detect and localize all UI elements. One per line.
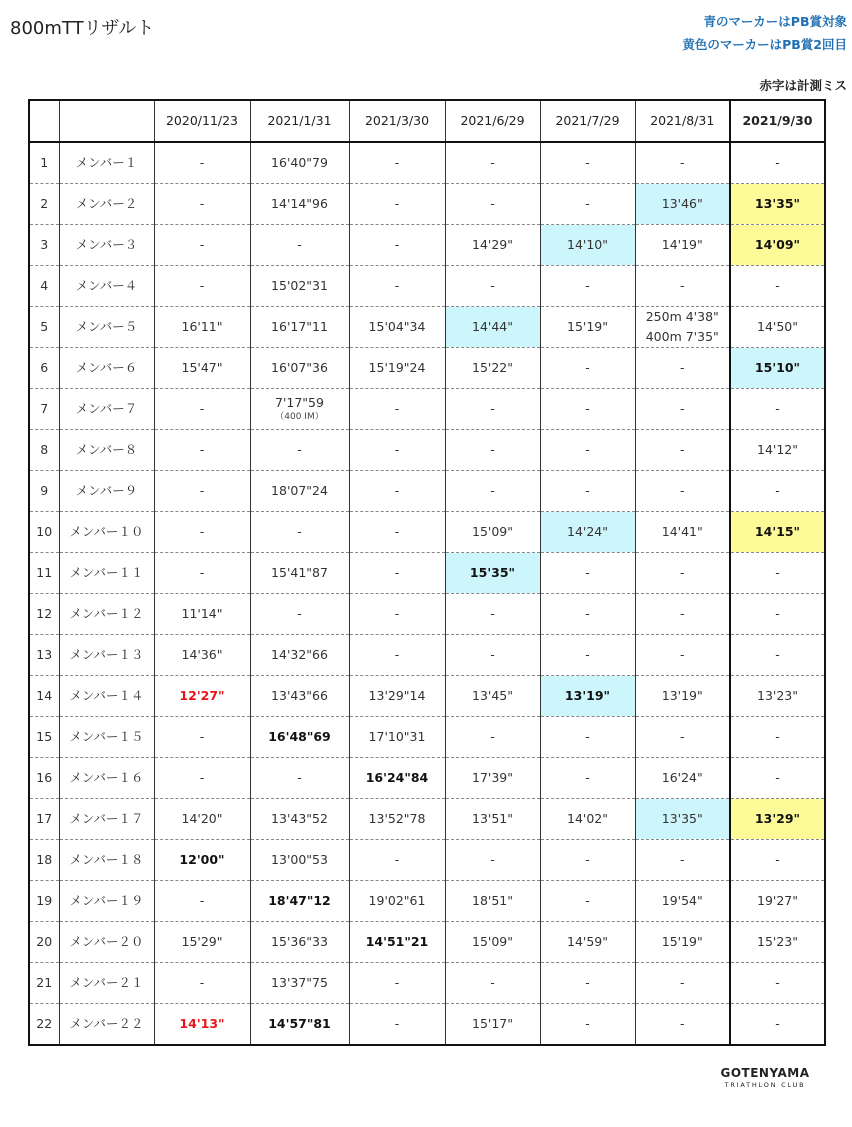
club-logo [720, 1066, 810, 1089]
result-cell: 15'29" [154, 922, 250, 963]
result-cell: 13'29"14 [349, 676, 445, 717]
result-cell: 14'12" [730, 430, 825, 471]
result-cell: 14'14"96 [250, 184, 349, 225]
result-cell: - [154, 225, 250, 266]
result-cell: 14'15" [730, 512, 825, 553]
result-cell: - [730, 1004, 825, 1046]
result-cell: 13'45" [445, 676, 540, 717]
result-cell: 13'46" [635, 184, 730, 225]
result-cell: 13'51" [445, 799, 540, 840]
result-cell: - [540, 758, 635, 799]
result-cell: - [730, 553, 825, 594]
member-name-cell: メンバー８ [59, 430, 154, 471]
result-cell: 14'20" [154, 799, 250, 840]
result-cell: - [730, 635, 825, 676]
result-cell: - [730, 840, 825, 881]
result-value: 250m 4'38" [645, 309, 719, 325]
result-cell: - [154, 389, 250, 430]
result-cell: - [635, 1004, 730, 1046]
row-number-cell: 4 [29, 266, 59, 307]
member-name-cell: メンバー１１ [59, 553, 154, 594]
result-cell: 15'02"31 [250, 266, 349, 307]
result-cell: - [154, 430, 250, 471]
member-name-cell: メンバー２１ [59, 963, 154, 1004]
result-cell: - [250, 594, 349, 635]
result-cell: 14'44" [445, 307, 540, 348]
result-cell: 15'47" [154, 348, 250, 389]
row-number-cell: 20 [29, 922, 59, 963]
result-cell: 12'00" [154, 840, 250, 881]
result-cell: - [540, 881, 635, 922]
member-name-cell: メンバー７ [59, 389, 154, 430]
row-number-cell: 8 [29, 430, 59, 471]
result-cell: 13'35" [635, 799, 730, 840]
member-name-cell: メンバー１７ [59, 799, 154, 840]
result-cell: - [635, 471, 730, 512]
result-cell: - [730, 471, 825, 512]
row-number-cell: 22 [29, 1004, 59, 1046]
result-cell: - [730, 717, 825, 758]
result-cell: - [250, 430, 349, 471]
result-cell: 15'10" [730, 348, 825, 389]
member-name-cell: メンバー９ [59, 471, 154, 512]
table-row [29, 717, 825, 758]
result-cell: - [635, 635, 730, 676]
result-cell: 15'04"34 [349, 307, 445, 348]
result-cell: 14'10" [540, 225, 635, 266]
result-cell: 14'57"81 [250, 1004, 349, 1046]
result-cell: 13'29" [730, 799, 825, 840]
result-cell: 16'24" [635, 758, 730, 799]
header-date-cell: 2020/11/23 [154, 100, 250, 142]
result-cell: 19'27" [730, 881, 825, 922]
member-name-cell: メンバー１８ [59, 840, 154, 881]
result-cell: 14'24" [540, 512, 635, 553]
result-cell: - [540, 553, 635, 594]
member-name-cell: メンバー６ [59, 348, 154, 389]
result-cell: 14'51"21 [349, 922, 445, 963]
table-row [29, 307, 825, 348]
result-cell: 14'19" [635, 225, 730, 266]
member-name-cell: メンバー１２ [59, 594, 154, 635]
result-cell: 14'36" [154, 635, 250, 676]
result-cell: 15'35" [445, 553, 540, 594]
result-cell: - [349, 471, 445, 512]
result-cell: - [154, 553, 250, 594]
table-row [29, 512, 825, 553]
row-number-cell: 21 [29, 963, 59, 1004]
result-cell: - [730, 963, 825, 1004]
result-cell: - [635, 594, 730, 635]
member-name-cell: メンバー１ [59, 142, 154, 184]
member-name-cell: メンバー１０ [59, 512, 154, 553]
result-cell: - [445, 184, 540, 225]
result-cell: 14'32"66 [250, 635, 349, 676]
result-cell: 16'11" [154, 307, 250, 348]
result-cell: 14'50" [730, 307, 825, 348]
result-cell: - [445, 266, 540, 307]
result-cell: 19'02"61 [349, 881, 445, 922]
header-date-cell: 2021/1/31 [250, 100, 349, 142]
result-cell: - [349, 963, 445, 1004]
results-table [28, 99, 826, 1046]
result-cell: 13'00"53 [250, 840, 349, 881]
row-number-cell: 3 [29, 225, 59, 266]
table-row [29, 758, 825, 799]
table-row [29, 471, 825, 512]
result-cell: 14'41" [635, 512, 730, 553]
result-cell: 13'37"75 [250, 963, 349, 1004]
result-cell: 13'52"78 [349, 799, 445, 840]
result-cell: - [540, 963, 635, 1004]
member-name-cell: メンバー４ [59, 266, 154, 307]
table-row [29, 840, 825, 881]
row-number-cell: 2 [29, 184, 59, 225]
result-cell: - [635, 348, 730, 389]
result-cell: - [154, 184, 250, 225]
header-date-cell: 2021/6/29 [445, 100, 540, 142]
result-cell: - [635, 389, 730, 430]
result-cell: 13'35" [730, 184, 825, 225]
result-cell: - [349, 142, 445, 184]
result-cell: 14'02" [540, 799, 635, 840]
table-row [29, 389, 825, 430]
result-cell: - [154, 963, 250, 1004]
result-cell: - [730, 389, 825, 430]
result-cell: - [349, 1004, 445, 1046]
result-cell: - [540, 840, 635, 881]
result-cell: - [540, 594, 635, 635]
header-cell-blank [29, 100, 59, 142]
result-cell: - [349, 635, 445, 676]
result-cell: - [445, 963, 540, 1004]
legend-blue-marker: 青のマーカーはPB賞対象 [703, 14, 847, 29]
result-cell: - [349, 840, 445, 881]
result-cell: - [445, 594, 540, 635]
result-cell: - [154, 266, 250, 307]
result-cell: - [540, 389, 635, 430]
result-cell [250, 389, 349, 430]
result-cell: 16'17"11 [250, 307, 349, 348]
row-number-cell: 19 [29, 881, 59, 922]
row-number-cell: 6 [29, 348, 59, 389]
result-cell: 17'10"31 [349, 717, 445, 758]
table-row [29, 922, 825, 963]
result-cell: - [730, 758, 825, 799]
result-cell: - [730, 266, 825, 307]
result-cell: 14'13" [154, 1004, 250, 1046]
result-cell: 13'19" [540, 676, 635, 717]
table-row [29, 799, 825, 840]
result-cell: - [540, 717, 635, 758]
row-number-cell: 15 [29, 717, 59, 758]
result-cell: 16'40"79 [250, 142, 349, 184]
row-number-cell: 17 [29, 799, 59, 840]
member-name-cell: メンバー１６ [59, 758, 154, 799]
result-cell: - [154, 758, 250, 799]
result-cell: - [154, 881, 250, 922]
result-cell: 15'19" [540, 307, 635, 348]
header-date-cell: 2021/8/31 [635, 100, 730, 142]
row-number-cell: 14 [29, 676, 59, 717]
result-cell: 13'19" [635, 676, 730, 717]
result-cell: - [635, 266, 730, 307]
member-name-cell: メンバー１４ [59, 676, 154, 717]
result-cell: 13'43"66 [250, 676, 349, 717]
legend-red-text: 赤字は計測ミス [759, 78, 847, 93]
result-cell: - [154, 512, 250, 553]
result-cell: - [635, 142, 730, 184]
result-cell: - [154, 471, 250, 512]
result-cell: - [250, 225, 349, 266]
result-cell: 11'14" [154, 594, 250, 635]
result-cell: 16'24"84 [349, 758, 445, 799]
result-cell: 16'48"69 [250, 717, 349, 758]
row-number-cell: 9 [29, 471, 59, 512]
result-cell: 18'47"12 [250, 881, 349, 922]
result-cell: - [445, 430, 540, 471]
result-cell: 15'09" [445, 922, 540, 963]
row-number-cell: 7 [29, 389, 59, 430]
member-name-cell: メンバー２ [59, 184, 154, 225]
result-cell: - [635, 963, 730, 1004]
table-row [29, 881, 825, 922]
result-cell: - [445, 389, 540, 430]
result-cell: 16'07"36 [250, 348, 349, 389]
result-cell: - [349, 553, 445, 594]
result-cell: - [349, 512, 445, 553]
result-cell: - [540, 184, 635, 225]
result-cell [635, 307, 730, 348]
table-row [29, 553, 825, 594]
row-number-cell: 13 [29, 635, 59, 676]
result-cell: - [635, 430, 730, 471]
header-cell-blank [59, 100, 154, 142]
result-cell: - [445, 840, 540, 881]
result-cell: - [635, 717, 730, 758]
result-cell: 13'43"52 [250, 799, 349, 840]
table-row [29, 963, 825, 1004]
header-date-cell: 2021/9/30 [730, 100, 825, 142]
table-row [29, 266, 825, 307]
member-name-cell: メンバー５ [59, 307, 154, 348]
result-value: 7'17"59 [275, 394, 324, 410]
table-row [29, 676, 825, 717]
result-cell: 14'59" [540, 922, 635, 963]
result-cell: - [445, 635, 540, 676]
legend-yellow-marker: 黄色のマーカーはPB賞2回目 [682, 37, 847, 52]
result-cell: 18'07"24 [250, 471, 349, 512]
result-cell: - [445, 717, 540, 758]
table-row [29, 594, 825, 635]
member-name-cell: メンバー１９ [59, 881, 154, 922]
result-cell: - [349, 266, 445, 307]
result-cell: 17'39" [445, 758, 540, 799]
result-cell: - [540, 348, 635, 389]
header-date-cell: 2021/3/30 [349, 100, 445, 142]
result-value-secondary: 400m 7'35" [645, 329, 719, 344]
row-number-cell: 10 [29, 512, 59, 553]
result-cell: 15'23" [730, 922, 825, 963]
table-row [29, 142, 825, 184]
result-cell: 12'27" [154, 676, 250, 717]
result-cell: - [349, 594, 445, 635]
result-cell: 14'09" [730, 225, 825, 266]
result-cell: - [730, 142, 825, 184]
result-cell: - [154, 142, 250, 184]
member-name-cell: メンバー３ [59, 225, 154, 266]
result-cell: 15'09" [445, 512, 540, 553]
member-name-cell: メンバー１５ [59, 717, 154, 758]
result-cell: - [540, 471, 635, 512]
table-row [29, 1004, 825, 1046]
result-cell: 19'54" [635, 881, 730, 922]
member-name-cell: メンバー１３ [59, 635, 154, 676]
result-cell: - [540, 635, 635, 676]
result-cell: - [445, 142, 540, 184]
row-number-cell: 18 [29, 840, 59, 881]
member-name-cell: メンバー２０ [59, 922, 154, 963]
result-cell: 14'29" [445, 225, 540, 266]
result-cell: - [349, 184, 445, 225]
result-cell: - [540, 142, 635, 184]
table-row [29, 635, 825, 676]
row-number-cell: 1 [29, 142, 59, 184]
result-cell: - [349, 225, 445, 266]
result-cell: - [250, 512, 349, 553]
result-cell: - [349, 430, 445, 471]
logo-text-main: GOTENYAMA [720, 1066, 810, 1080]
header-date-cell: 2021/7/29 [540, 100, 635, 142]
result-cell: - [540, 1004, 635, 1046]
page-title: 800mTTリザルト [10, 18, 155, 39]
row-number-cell: 12 [29, 594, 59, 635]
result-cell: - [154, 717, 250, 758]
table-row [29, 348, 825, 389]
row-number-cell: 11 [29, 553, 59, 594]
header-row [29, 100, 825, 142]
result-cell: - [250, 758, 349, 799]
table-row [29, 184, 825, 225]
result-cell: 15'22" [445, 348, 540, 389]
member-name-cell: メンバー２２ [59, 1004, 154, 1046]
result-cell: - [635, 840, 730, 881]
result-cell: - [635, 553, 730, 594]
result-cell: 13'23" [730, 676, 825, 717]
logo-text-sub: TRIATHLON CLUB [724, 1081, 806, 1089]
result-cell: - [540, 266, 635, 307]
result-note: （400 IM） [275, 412, 324, 423]
result-cell: 15'41"87 [250, 553, 349, 594]
table-row [29, 430, 825, 471]
result-cell: - [540, 430, 635, 471]
result-cell: 15'17" [445, 1004, 540, 1046]
result-cell: 18'51" [445, 881, 540, 922]
row-number-cell: 5 [29, 307, 59, 348]
result-cell: - [349, 389, 445, 430]
result-cell: 15'19"24 [349, 348, 445, 389]
result-cell: - [730, 594, 825, 635]
result-cell: 15'19" [635, 922, 730, 963]
result-cell: - [445, 471, 540, 512]
row-number-cell: 16 [29, 758, 59, 799]
table-row [29, 225, 825, 266]
results-body [29, 100, 825, 1045]
result-cell: 15'36"33 [250, 922, 349, 963]
